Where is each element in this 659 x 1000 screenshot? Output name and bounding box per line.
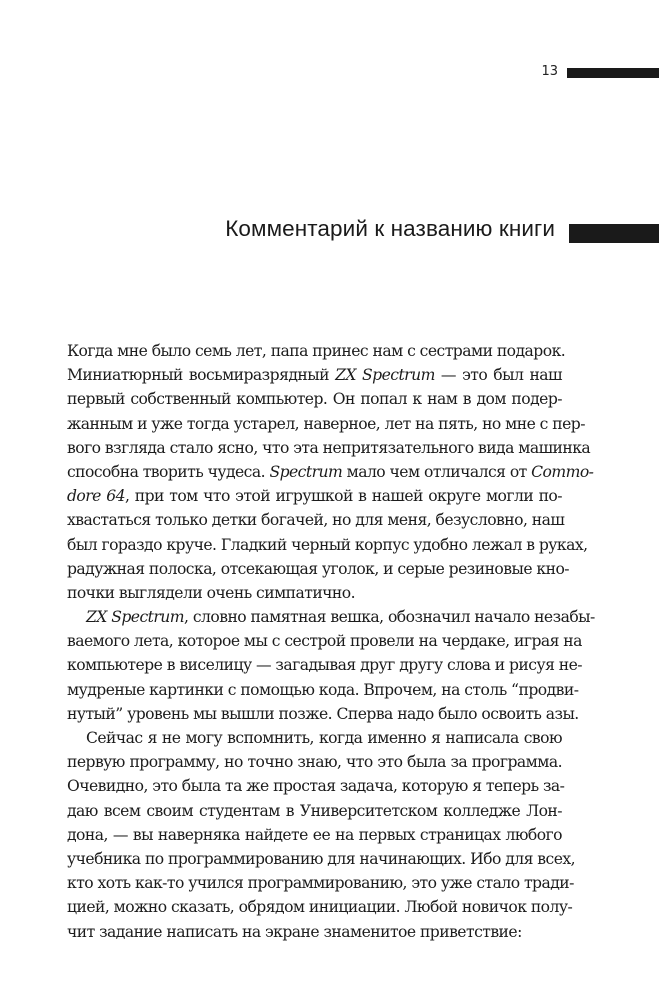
italic-term: Spectrum [269,462,343,481]
text-line: дона, — вы наверняка найдете ее на первых страницах любого [67,825,562,844]
text-line: Очевидно, это была та же простая задача, которую я теперь за- [67,777,565,796]
text-line: ваемого лета, которое мы с сестрой провели на чердаке, играя на [67,632,582,651]
page-number-bar [567,68,659,78]
text-line: компьютере в виселицу — загадывая друг другу слова и рисуя не- [67,656,583,675]
text-line: Сейчас я не могу вспомнить, когда именно я написала свою [86,729,562,747]
text-line: Когда мне было семь лет, папа принес нам с сестрами подарок. [67,342,566,360]
text-line: вого взгляда стало ясно, что эта непритязательного вида машинка [67,438,591,457]
text-line: мудреные картинки с помощью кода. Впрочем, на столь “продви- [67,680,579,699]
text-line: способна творить чудеса. Spectrum мало чем отличался от Commo- [67,462,594,481]
text-line: чит задание написать на экране знаменитое приветствие: [67,922,522,941]
italic-term: dore 64 [67,487,125,506]
text-line: учебника по программированию для начинающих. Ибо для всех, [67,849,576,868]
page-number: 13 [541,64,558,79]
italic-term: ZX Spectrum [335,366,435,385]
text-line: Миниатюрный восьмиразрядный ZX Spectrum — это был наш [67,366,562,385]
text-line: был гораздо круче. Гладкий черный корпус удобно лежал в руках, [67,535,588,554]
text-line: dore 64, при том что этой игрушкой в нашей округе могли по- [67,487,562,506]
italic-term: Commo- [531,462,594,481]
text-line: кто хоть как-то учился программированию, это уже стало тради- [67,874,574,893]
body-text [67,339,595,944]
text-line: нутый” уровень мы вышли позже. Сперва надо было освоить азы. [67,704,579,723]
text-line: радужная полоска, отсекающая уголок, и серые резиновые кно- [67,559,570,578]
text-line: жанным и уже тогда устарел, наверное, лет на пять, но мне с пер- [67,414,585,433]
chapter-title: Комментарий к названию книги [225,216,555,241]
text-line: первый собственный компьютер. Он попал к нам в дом подер- [67,390,562,409]
text-line: первую программу, но точно знаю, что это была за программа. [67,753,562,772]
text-line: почки выглядели очень симпатично. [67,583,356,602]
text-line: цией, можно сказать, обрядом инициации. Любой новичок полу- [67,898,573,917]
text-line: хвастаться только детки богачей, но для меня, безусловно, наш [67,511,565,530]
text-line: ZX Spectrum, словно памятная вешка, обозначил начало незабы- [86,608,595,627]
text-line: даю всем своим студентам в Университетском колледже Лон- [67,801,562,820]
italic-term: ZX Spectrum [86,608,185,627]
chapter-title-bar [569,224,659,243]
